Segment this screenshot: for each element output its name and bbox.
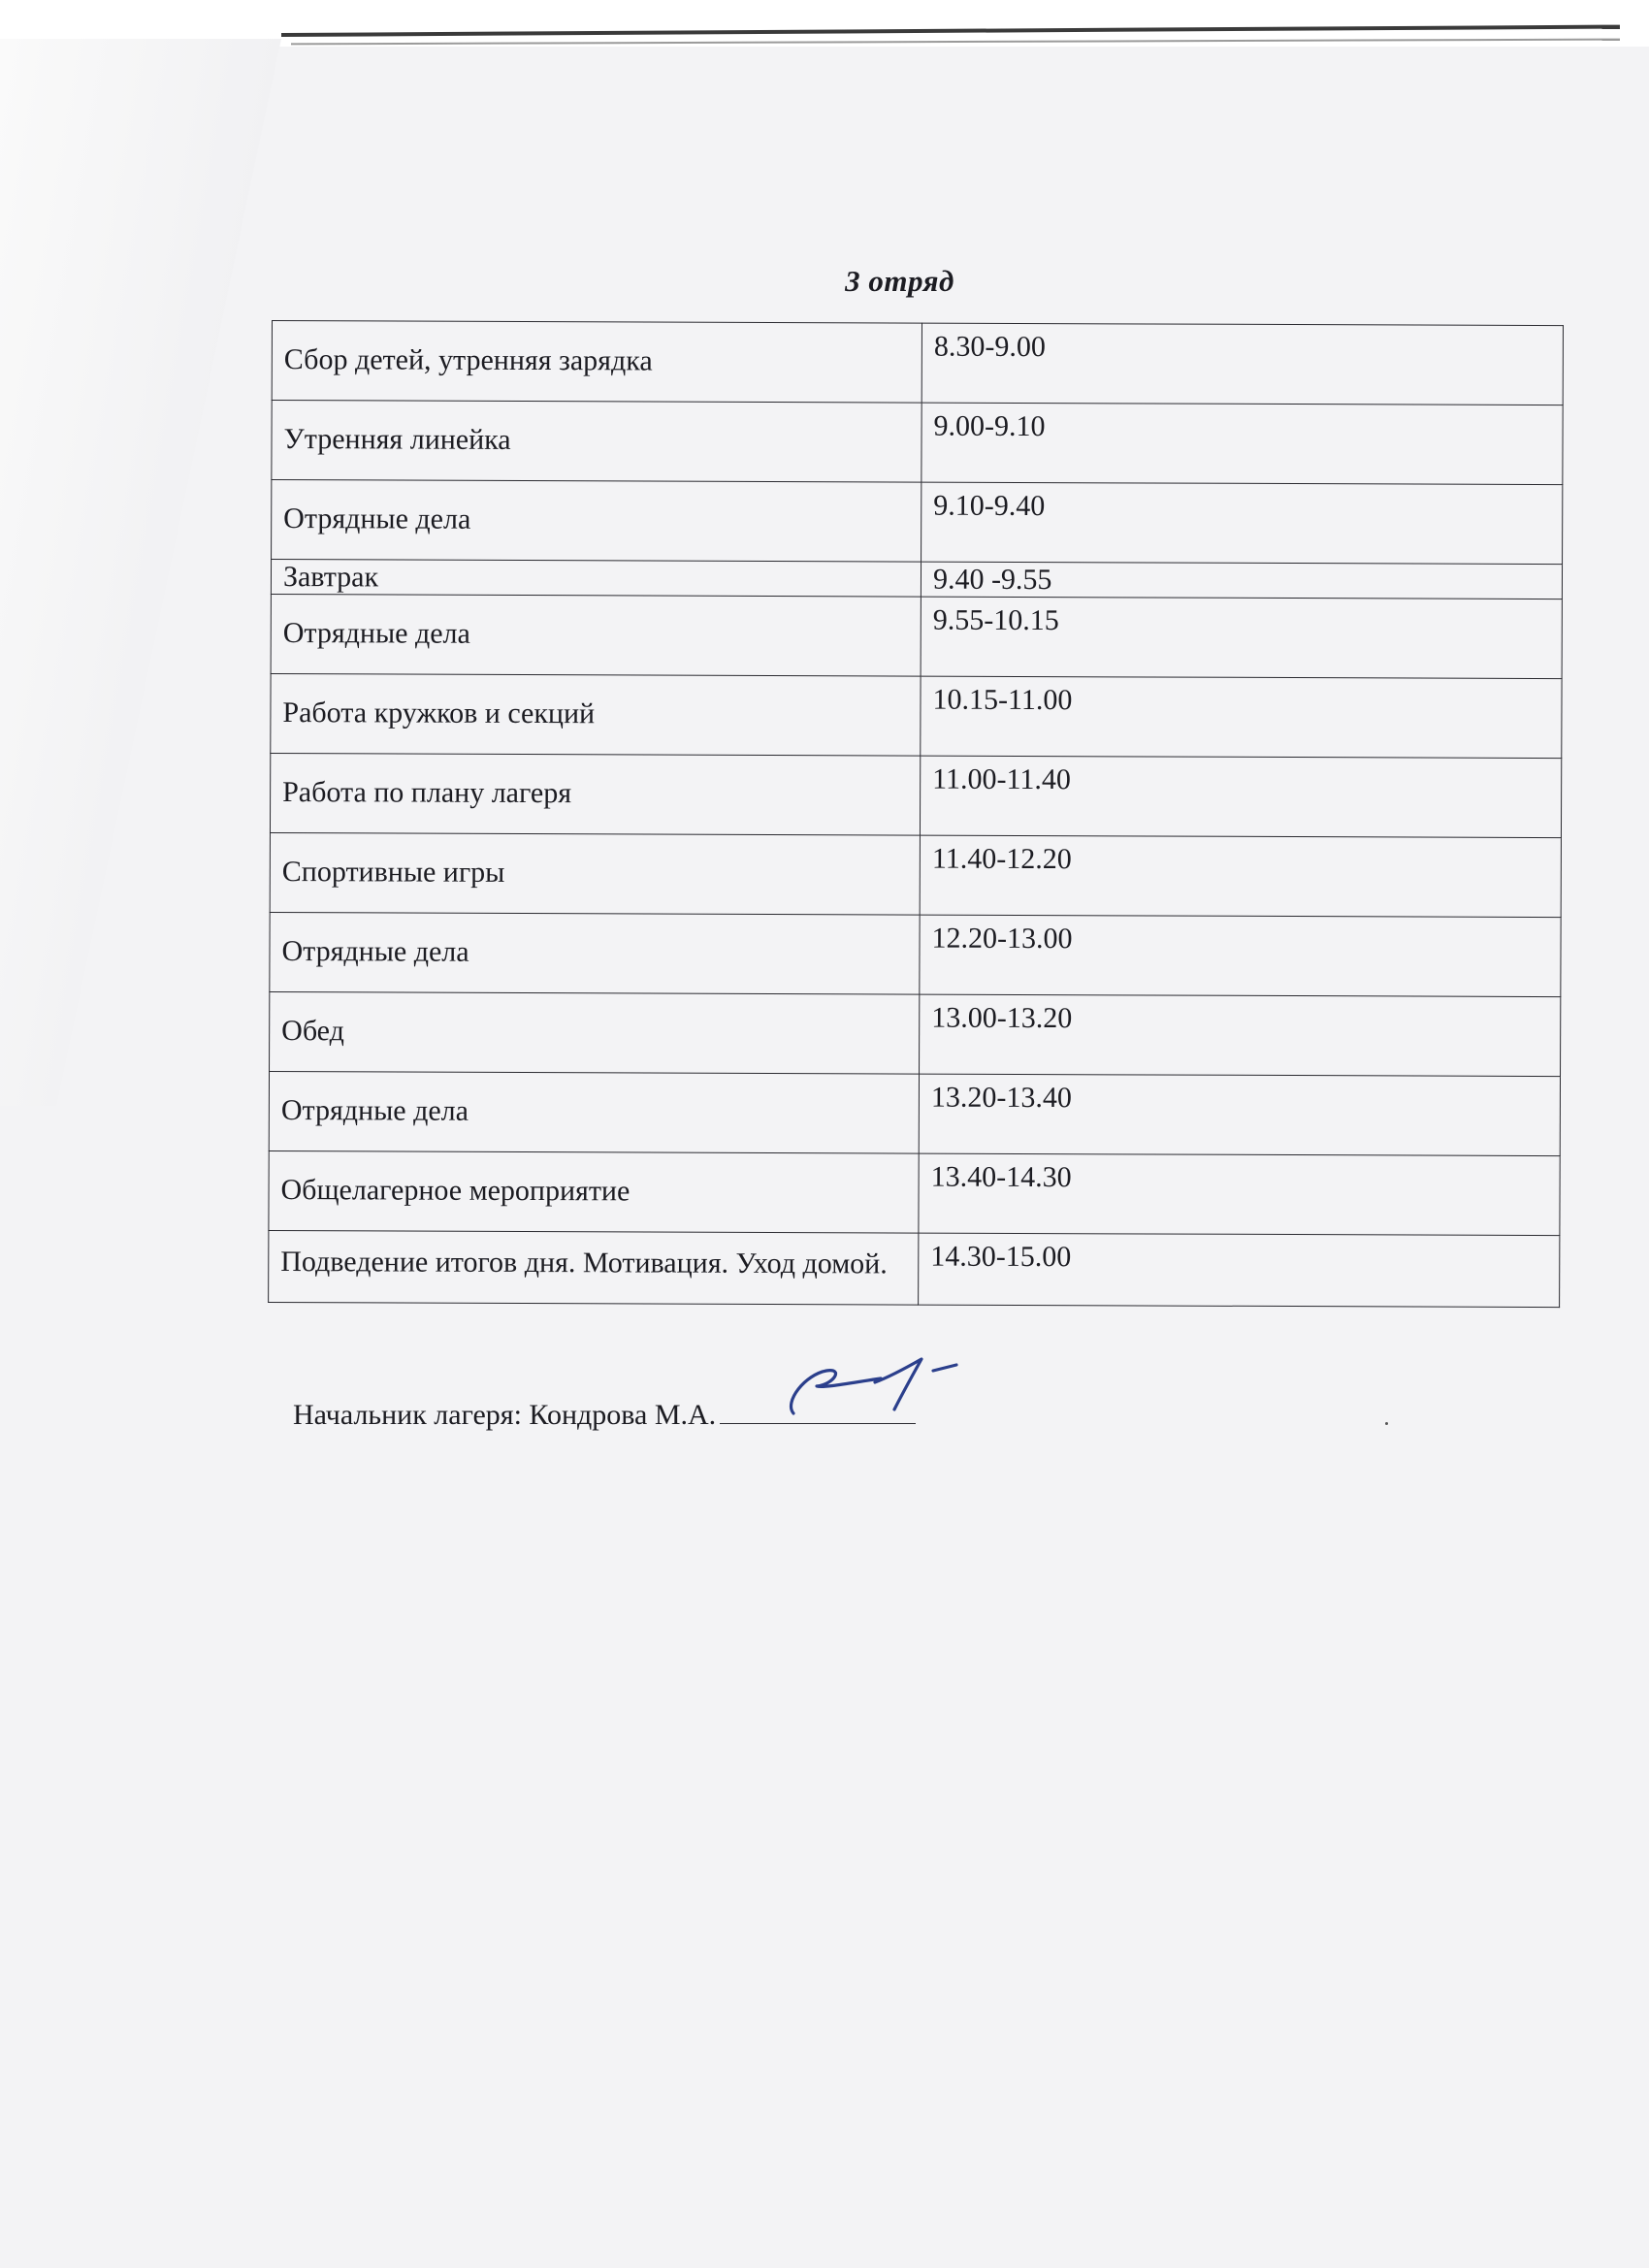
scan-left-edge: [0, 39, 281, 1106]
table-row: [270, 833, 1561, 918]
activity-cell: Обед: [270, 992, 920, 1075]
time-cell: 9.40 -9.55: [921, 562, 1562, 599]
camp-director-label: Начальник лагеря: Кондрова М.А.: [293, 1399, 717, 1431]
time-cell: 14.30-15.00: [919, 1233, 1560, 1308]
activity-cell: Сбор детей, утренняя зарядка: [272, 321, 922, 404]
activity-cell: Спортивные игры: [270, 833, 920, 916]
table-row: [271, 674, 1562, 759]
time-cell: 9.00-9.10: [922, 403, 1563, 485]
table-row: [269, 1072, 1560, 1156]
activity-cell: Общелагерное мероприятие: [269, 1151, 919, 1234]
table-row: [272, 321, 1563, 405]
table-row: [271, 595, 1562, 679]
time-cell: 10.15-11.00: [921, 676, 1562, 759]
time-cell: 11.40-12.20: [920, 835, 1561, 918]
table-row: [270, 754, 1561, 838]
scan-speck: [1385, 1422, 1388, 1425]
time-cell: 9.55-10.15: [921, 597, 1562, 679]
table-row: [271, 560, 1562, 600]
time-cell: 9.10-9.40: [922, 482, 1563, 565]
activity-cell: Утренняя линейка: [272, 401, 922, 483]
table-row: [269, 1231, 1560, 1308]
activity-cell: Отрядные дела: [272, 480, 922, 563]
table-row: [269, 1151, 1560, 1236]
activity-cell: Отрядные дела: [271, 595, 921, 677]
activity-cell: Завтрак: [271, 560, 921, 598]
time-cell: 13.20-13.40: [919, 1074, 1560, 1156]
page-title: 3 отряд: [845, 264, 954, 298]
time-cell: 12.20-13.00: [920, 915, 1561, 997]
activity-cell: Отрядные дела: [269, 1072, 919, 1154]
table-row: [272, 480, 1563, 565]
table-row: [272, 401, 1563, 485]
time-cell: 8.30-9.00: [922, 323, 1563, 405]
activity-cell: Работа по плану лагеря: [270, 754, 920, 836]
activity-cell: Работа кружков и секций: [271, 674, 921, 757]
activity-cell: Подведение итогов дня. Мотивация. Уход домой.: [269, 1231, 919, 1306]
time-cell: 13.40-14.30: [919, 1153, 1560, 1236]
time-cell: 13.00-13.20: [920, 994, 1561, 1077]
schedule-table: [268, 320, 1564, 1308]
table-row: [270, 913, 1561, 997]
activity-cell: Отрядные дела: [270, 913, 920, 995]
handwritten-signature: [766, 1353, 989, 1431]
time-cell: 11.00-11.40: [920, 756, 1561, 838]
table-row: [270, 992, 1561, 1077]
